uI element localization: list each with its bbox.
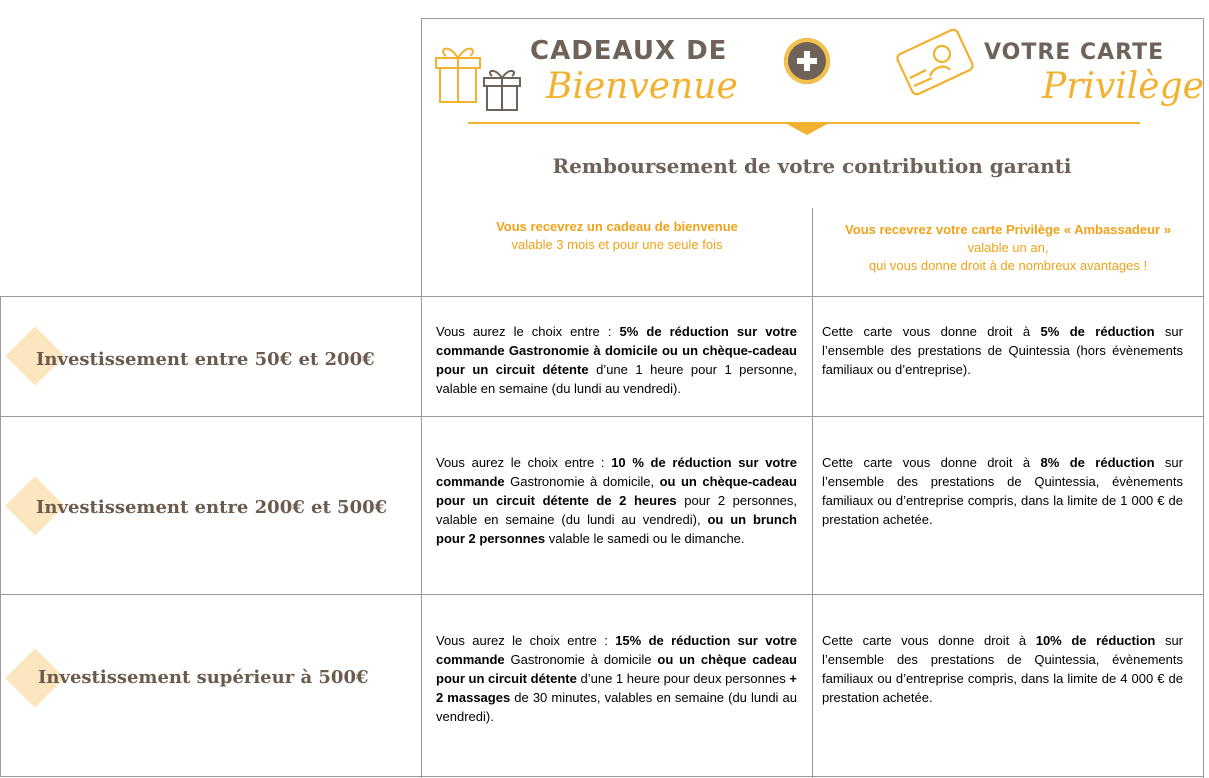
plus-icon <box>784 38 830 84</box>
column-header-card-line3: qui vous donne droit à de nombreux avantages ! <box>868 258 1148 273</box>
cell-text-run: 5% de réduction sur votre commande Gastronomie à domicile ou un chèque-cadeau pour un circuit détente <box>436 324 797 377</box>
grid-line <box>1203 18 1204 778</box>
column-header-card <box>815 221 1201 275</box>
row-label <box>0 297 420 416</box>
cell-text-run: Cette carte vous donne droit à <box>822 455 1041 470</box>
gift-cell <box>436 453 797 548</box>
cell-text-run: 8% de réduction <box>1040 455 1155 470</box>
card-cell <box>822 453 1183 529</box>
gift-box-icon <box>432 32 532 112</box>
cadeaux-title: CADEAUX DE <box>530 36 728 66</box>
cell-text-run: valable le samedi ou le dimanche. <box>545 531 745 546</box>
row-label <box>0 417 420 594</box>
gift-cell <box>436 631 797 726</box>
column-header-gift-title: Vous recevrez un cadeau de bienvenue <box>496 219 738 234</box>
cell-text-run: ou un brunch pour 2 personnes <box>436 512 797 546</box>
column-header-card-title: Vous recevrez votre carte Privilège « Ambassadeur » <box>845 222 1171 237</box>
card-icon <box>892 20 982 110</box>
grid-line <box>0 776 1204 777</box>
grid-line <box>812 208 813 778</box>
cell-text-run: ou un chèque-cadeau pour un circuit détente de 2 heures <box>436 474 797 508</box>
cell-text-run: de 30 minutes, valables en semaine (du lundi au vendredi). <box>436 690 797 724</box>
card-cell <box>822 631 1183 707</box>
cell-text-run: sur l’ensemble des prestations de Quintessia, évènements familiaux ou d’entreprise compris, dans la limite de 1 000 € de prestation achetée. <box>822 455 1183 527</box>
cell-text-run: 5% de réduction <box>1040 324 1155 339</box>
chevron-down-icon <box>785 123 829 135</box>
row-label-text: Investissement entre 200€ et 500€ <box>36 497 388 518</box>
cell-text-run: Gastronomie à domicile <box>504 652 658 667</box>
cell-text-run: d’une 1 heure pour deux personnes <box>576 671 790 686</box>
cell-text-run: sur l’ensemble des prestations de Quintessia, évènements familiaux ou d’entreprise compris, dans la limite de 4 000 € de prestation achetée. <box>822 633 1184 705</box>
row-label-text: Investissement entre 50€ et 200€ <box>36 349 375 370</box>
column-header-gift-line2: valable 3 mois et pour une seule fois <box>511 237 723 252</box>
cell-text-run: 10 % de réduction sur votre commande <box>436 455 797 489</box>
row-label <box>0 595 420 776</box>
cell-text-run: d’une 1 heure pour 1 personne, valable en semaine (du lundi au vendredi). <box>436 362 798 396</box>
cell-text-run: Vous aurez le choix entre : <box>436 455 612 470</box>
cell-text-run: Gastronomie à domicile, <box>504 474 660 489</box>
cell-text-run: Vous aurez le choix entre : <box>436 324 620 339</box>
card-cell <box>822 322 1183 379</box>
cell-text-run: + 2 massages <box>436 671 798 705</box>
column-header-gift <box>424 218 810 254</box>
header-banner <box>422 18 1202 198</box>
row-label-text: Investissement supérieur à 500€ <box>38 667 369 688</box>
cell-text-run: sur l’ensemble des prestations de Quintessia (hors évènements familiaux ou d’entreprise). <box>822 324 1183 377</box>
cell-text-run: 15% de réduction sur votre commande <box>436 633 798 667</box>
column-header-card-line2: valable un an, <box>967 240 1049 255</box>
cell-text-run: pour 2 personnes, valable en semaine (du lundi au vendredi), <box>436 493 798 527</box>
subtitle: Remboursement de votre contribution garanti <box>552 154 1072 178</box>
cell-text-run: Vous aurez le choix entre : <box>436 633 616 648</box>
cell-text-run: Cette carte vous donne droit à <box>822 324 1041 339</box>
cell-text-run: 10% de réduction <box>1035 633 1156 648</box>
gift-cell <box>436 322 797 398</box>
bienvenue-script: Bienvenue <box>546 66 738 107</box>
cell-text-run: ou un chèque cadeau pour un circuit détente <box>436 652 797 686</box>
cell-text-run: Cette carte vous donne droit à <box>822 633 1036 648</box>
privilege-script: Privilège <box>1042 66 1204 107</box>
carte-title: VOTRE CARTE <box>984 40 1165 65</box>
